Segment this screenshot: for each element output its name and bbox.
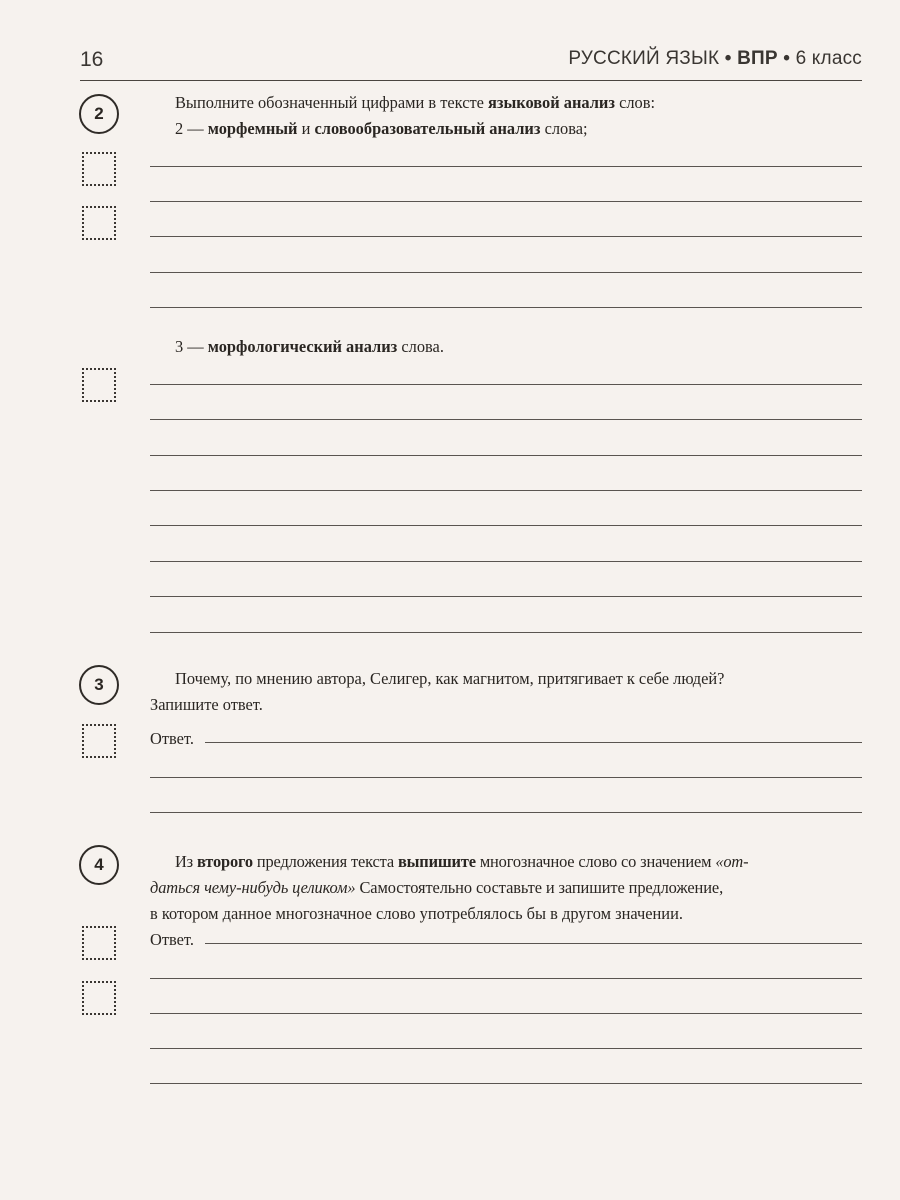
answer-line[interactable] [150, 236, 862, 237]
answer-line[interactable] [150, 596, 862, 597]
answer-line[interactable] [150, 384, 862, 385]
text-run: предложения текста [252, 852, 398, 871]
score-box[interactable] [82, 724, 116, 758]
text-run-bold: морфологический анализ [207, 337, 398, 356]
text-run: слов: [614, 93, 656, 112]
header-bullet: • [783, 48, 791, 69]
answer-line[interactable] [150, 1013, 862, 1014]
grade-label: 6 класс [795, 48, 862, 69]
text-run: и [297, 119, 315, 138]
task-number-badge: 4 [79, 845, 119, 885]
answer-line[interactable] [150, 1083, 862, 1084]
task2-instruction [175, 90, 655, 116]
answer-label: Ответ. [150, 729, 194, 748]
score-box[interactable] [82, 981, 116, 1015]
header-rule [80, 80, 862, 81]
task3-question [150, 666, 862, 718]
answer-line[interactable] [150, 455, 862, 456]
answer-line[interactable] [150, 1048, 862, 1049]
text-run-bold: второго [196, 852, 253, 871]
text-line: в котором данное многозначное слово употреблялось бы в другом значении. [150, 904, 683, 923]
answer-line[interactable] [150, 978, 862, 979]
text-run-bold: морфемный [207, 119, 298, 138]
text-run: слова. [397, 337, 444, 356]
answer-line[interactable] [150, 166, 862, 167]
text-run-bold: языковой анализ [488, 93, 615, 112]
score-box[interactable] [82, 368, 116, 402]
subject-label: РУССКИЙ ЯЗЫК [568, 48, 720, 69]
answer-line[interactable] [150, 272, 862, 273]
task-number-badge: 3 [79, 665, 119, 705]
header-bullet: • [724, 48, 732, 69]
answer-line[interactable] [150, 201, 862, 202]
text-run-bold: словообразовательный анализ [314, 119, 541, 138]
page-number: 16 [80, 48, 104, 71]
task2-item-morphemic [175, 116, 588, 142]
text-run-italic: даться чему-нибудь целиком» [150, 878, 356, 897]
text-run: Самостоятельно составьте и запишите предложение, [355, 878, 724, 897]
task4-instruction [150, 849, 862, 927]
text-run: 2 — [175, 119, 208, 138]
answer-line[interactable] [205, 742, 862, 743]
text-line: Почему, по мнению автора, Селигер, как магнитом, притягивает к себе людей? [175, 669, 725, 688]
text-run: слова; [540, 119, 588, 138]
exam-label: ВПР [737, 48, 778, 69]
score-box[interactable] [82, 206, 116, 240]
score-box[interactable] [82, 152, 116, 186]
answer-line[interactable] [150, 812, 862, 813]
answer-line[interactable] [150, 777, 862, 778]
answer-line[interactable] [150, 490, 862, 491]
text-run: Выполните обозначенный цифрами в тексте [175, 93, 489, 112]
text-run: Из [175, 852, 197, 871]
task2-item-morphological [175, 334, 444, 360]
text-run: многозначное слово со значением [475, 852, 716, 871]
score-box[interactable] [82, 926, 116, 960]
text-line: Запишите ответ. [150, 695, 263, 714]
running-header [568, 48, 862, 70]
answer-line[interactable] [205, 943, 862, 944]
text-run: 3 — [175, 337, 208, 356]
text-run-bold: выпишите [397, 852, 476, 871]
text-line [150, 849, 862, 875]
answer-line[interactable] [150, 525, 862, 526]
answer-label: Ответ. [150, 930, 194, 949]
answer-line[interactable] [150, 561, 862, 562]
answer-line[interactable] [150, 632, 862, 633]
text-line [150, 875, 862, 901]
text-run-italic: «от- [715, 852, 749, 871]
answer-line[interactable] [150, 419, 862, 420]
answer-line[interactable] [150, 307, 862, 308]
task-number-badge: 2 [79, 94, 119, 134]
